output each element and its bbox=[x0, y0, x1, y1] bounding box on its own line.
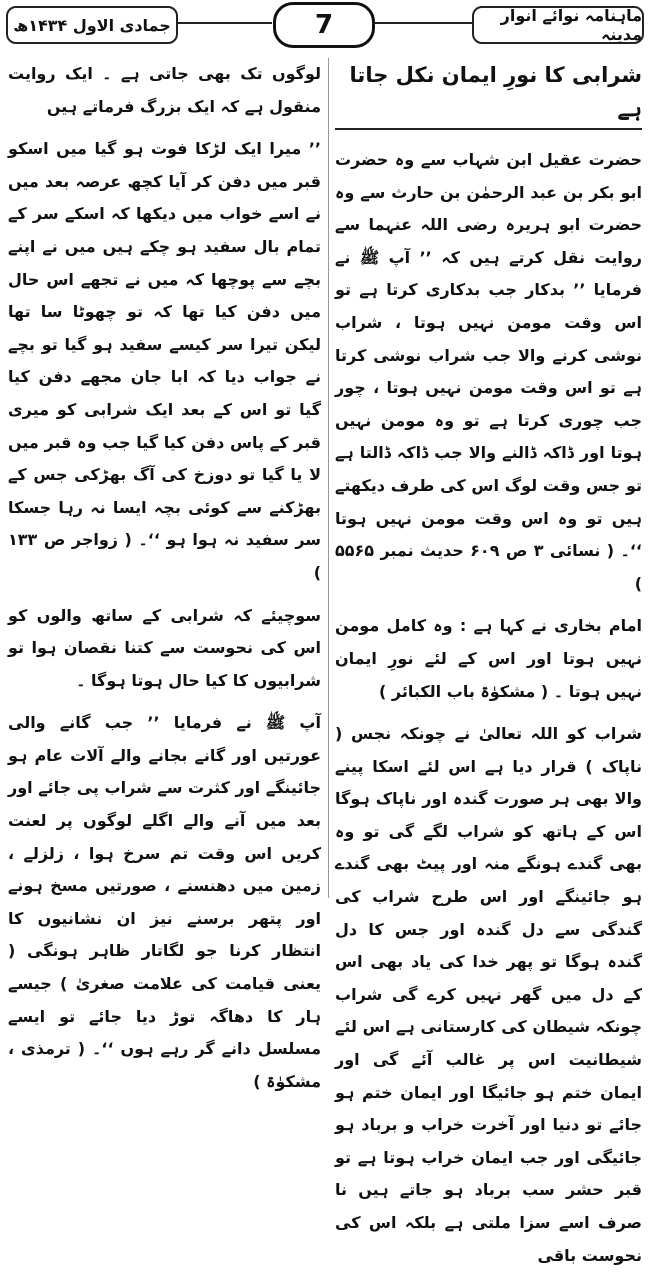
paragraph: سوچیئے کہ شرابی کے ساتھ والوں کو اس کی نحوست سے کتنا نقصان ہوا تو شرابیوں کا کیا حال ہوتا ہوگا ۔ bbox=[8, 605, 321, 690]
column-divider bbox=[328, 58, 329, 898]
paragraph: ’’ میرا ایک لڑکا فوت ہو گیا میں اسکو قبر میں دفن کر آیا کچھ عرصہ بعد میں نے اسے خواب میں دیکھا کہ اسکے سر کے تمام بال سفید ہو چکے ہیں میں نے اپنے بچے سے پوچھا کہ میں نے تجھے اس حال میں دفن کیا تھا کہ تو چھوٹا سا تھا لیکن تیرا سر کیسے سفید ہو گیا تو بچے نے جواب دیا کہ ابا جان مجھے دفن کیا گیا تو اس کے بعد ایک شرابی کو میری قبر کے پاس دفن کیا گیا جب وہ قبر میں لا یا گیا تو دوزخ کی آگ بھڑکی جس کے بھڑکنے سے کوئی بچہ ایسا نہ رہا جسکا سر سفید نہ ہوا ہو ‘‘۔ ( زواجر ص ۱۳۳ ) bbox=[8, 139, 321, 582]
right-column bbox=[335, 58, 642, 1272]
paragraph: امام بخاری نے کہا ہے : وہ کامل مومن نہیں ہوتا اور اس کے لئے نورِ ایمان نہیں ہوتا ۔ ( مشکوٰۃ باب الکبائر ) bbox=[335, 616, 642, 701]
page-header bbox=[0, 0, 650, 48]
paragraph: آپ ﷺ نے فرمایا ’’ جب گانے والی عورتیں اور گانے بجانے والے آلات عام ہو جائینگے اور کثرت سے شراب پی جائے اور بعد میں آنے والے اگلے لوگوں پر لعنت کریں اس وقت تم سرخ ہوا ، زلزلے ، زمین میں دھنسنے ، صورتیں مسخ ہونے اور پتھر برسنے نیز ان نشانیوں کا انتظار کرنا جو لگاتار ظاہر ہونگی ( یعنی قیامت کی علامت صغریٰ ) جیسے ہار کا دھاگہ توڑ دیا جائے تو ایسے مسلسل دانے گر رہے ہوں ‘‘۔ ( ترمذی ، مشکوٰۃ ) bbox=[8, 713, 321, 1091]
article-title: شرابی کا نورِ ایمان نکل جاتا ہے bbox=[335, 58, 642, 130]
paragraph: حضرت عقیل ابن شہاب سے وہ حضرت ابو بکر بن عبد الرحمٰن بن حارث سے وہ حضرت ابو ہریرہ رضی اللہ عنہما سے روایت نقل کرتے ہیں کہ ’’ آپ ﷺ نے فرمایا ’’ بدکار جب بدکاری کرتا ہے تو اس وقت مومن نہیں ہوتا ، شراب نوشی کرنے والا جب شراب نوشی کرتا ہے تو اس وقت مومن نہیں ہوتا ، چور جب چوری کرتا ہے تو وہ مومن نہیں ہوتا اور ڈاکہ ڈالنے والا جب ڈاکہ ڈالتا ہے تو جس وقت لوگ اس کی طرف دیکھتے ہیں تو وہ اس وقت مومن نہیں ہوتا ‘‘۔ ( نسائی ۳ ص ۶۰۹ حدیث نمبر ۵۵۶۵ ) bbox=[335, 150, 642, 593]
header-rule-left bbox=[176, 22, 272, 24]
issue-date: جمادی الاول ۱۴۳۴ھ bbox=[6, 6, 178, 44]
magazine-title: ماہنامہ نوائے انوار مدینہ bbox=[472, 6, 644, 44]
page-number: 7 bbox=[273, 2, 375, 48]
paragraph: لوگوں تک بھی جاتی ہے ۔ ایک روایت منقول ہے کہ ایک بزرگ فرماتے ہیں bbox=[8, 64, 321, 116]
paragraph: شراب کو اللہ تعالیٰ نے چونکہ نجس ( ناپاک ) قرار دیا ہے اس لئے اسکا پینے والا بھی ہر صورت گندہ اور ناپاک ہوگا اس کے ہاتھ کو شراب لگے گی تو وہ بھی گندے ہونگے منہ اور پیٹ بھی گندے ہو جائینگے اور اس طرح شراب کی گندگی سے دل گندہ اور جس کا دل گندہ ہوگا تو پھر خدا کی یاد بھی اس کے دل میں گھر نہیں کرے گی شراب چونکہ شیطان کی کارستانی ہے اس لئے شیطانیت اس پر غالب آئے گی اور ایمان ختم ہو جائیگا اور ایمان ختم ہو جائے تو دنیا اور آخرت خراب و برباد ہو جائیگی اور جب ایمان خراب ہوتا ہے تو قبر حشر سب برباد ہو جاتے ہیں نا صرف اسے سزا ملتی ہے بلکہ اس کی نحوست باقی bbox=[335, 724, 642, 1265]
left-column bbox=[8, 58, 321, 1098]
header-rule-right bbox=[371, 22, 472, 24]
